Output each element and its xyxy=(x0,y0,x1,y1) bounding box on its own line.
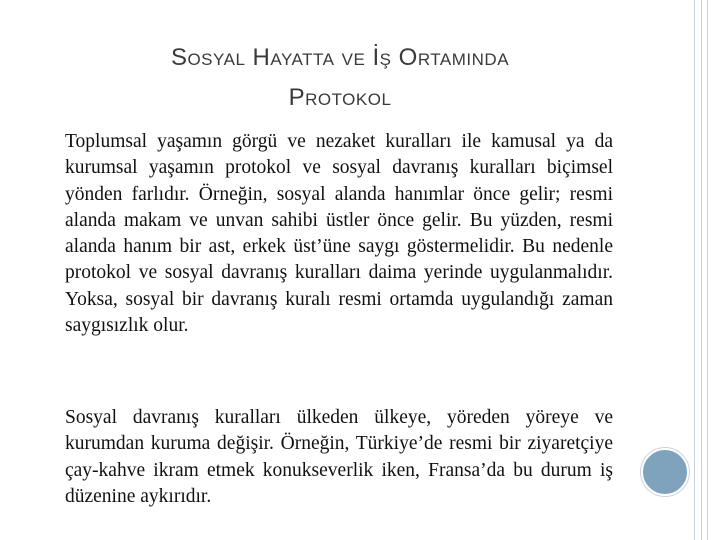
decorative-vertical-line xyxy=(701,0,702,540)
body-paragraph-1: Toplumsal yaşamın görgü ve nezaket kuralları ile kamusal ya da kurumsal yaşamın protokol ve sosyal davranış kuralları biçimsel yönden farlıdır. Örneğin, sosyal alanda hanımlar önce gelir; resmi alanda makam ve unvan sahibi üstler önce gelir. Bu yüzden, resmi alanda hanım bir ast, erkek üst’üne saygı göstermelidir. Bu nedenle protokol ve sosyal davranış kuralları daima yerinde uygulanmalıdır. Yoksa, sosyal bir davranış kuralı resmi ortamda uygulandığı zaman saygısızlık olur. xyxy=(65,131,613,337)
body-paragraph-2: Sosyal davranış kuralları ülkeden ülkeye, yöreden yöreye ve kurumdan kuruma değişir. Örneğin, Türkiye’de resmi bir ziyaretçiye çay-kahve ikram etmek konukseverlik iken, Fransa’da bu durum iş düzenine aykırıdır. xyxy=(65,407,613,507)
slide-title-line-2: Protokol xyxy=(288,84,392,111)
decorative-vertical-line xyxy=(707,0,708,540)
slide-title xyxy=(60,38,620,118)
slide-title-line-1: Sosyal Hayatta ve İş Ortamında xyxy=(170,44,510,71)
decorative-circle-icon xyxy=(641,448,689,496)
decorative-vertical-line xyxy=(694,0,695,540)
